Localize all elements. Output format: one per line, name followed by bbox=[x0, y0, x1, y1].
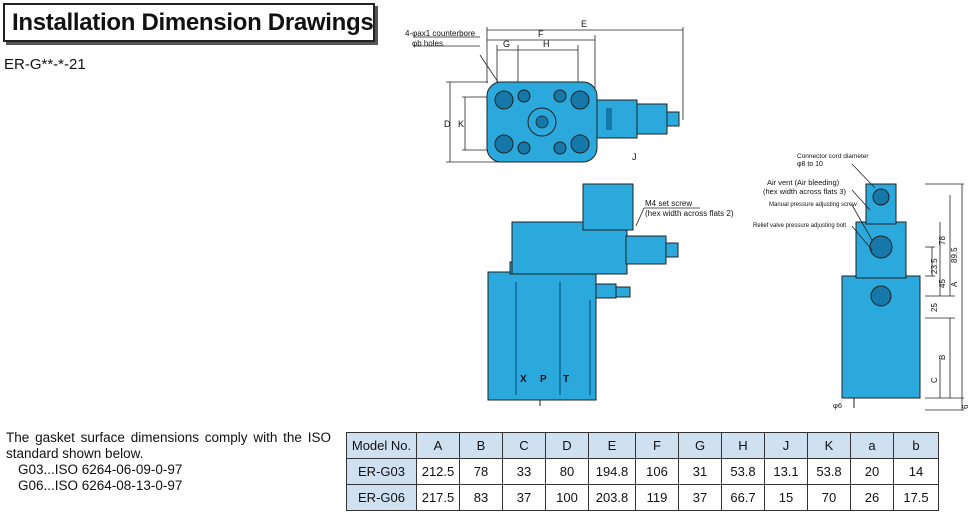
top-view bbox=[405, 19, 683, 162]
cell-model: ER-G06 bbox=[347, 485, 417, 511]
port-t-label: T bbox=[563, 374, 570, 385]
cell-h: 66.7 bbox=[722, 485, 765, 511]
port-x-label: X bbox=[520, 374, 527, 385]
header-e: E bbox=[589, 433, 636, 459]
cell-b-lower: 17.5 bbox=[894, 485, 939, 511]
header-c: C bbox=[503, 433, 546, 459]
hex-width-2-label: (hex width across flats 2) bbox=[645, 209, 734, 218]
cell-c: 33 bbox=[503, 459, 546, 485]
cell-d: 100 bbox=[546, 485, 589, 511]
front-view bbox=[488, 184, 734, 406]
standard-g06: G06...ISO 6264-08-13-0-97 bbox=[18, 478, 183, 493]
set-screw-label: M4 set screw bbox=[645, 199, 693, 208]
relief-bolt-label: Relief valve pressure adjusting bolt bbox=[753, 223, 847, 229]
cell-a-lower: 20 bbox=[851, 459, 894, 485]
cell-g: 31 bbox=[679, 459, 722, 485]
cell-a-lower: 26 bbox=[851, 485, 894, 511]
dim-25: 25 bbox=[930, 303, 939, 312]
header-b: B bbox=[460, 433, 503, 459]
dim-g-label: G bbox=[503, 39, 511, 49]
dimension-table bbox=[346, 432, 939, 511]
header-b-lower: b bbox=[894, 433, 939, 459]
dim-c: C bbox=[930, 377, 939, 383]
dim-e-label: E bbox=[581, 19, 588, 29]
header-model: Model No. bbox=[347, 433, 417, 459]
header-a: A bbox=[417, 433, 460, 459]
table-row bbox=[347, 485, 939, 511]
header-j: J bbox=[765, 433, 808, 459]
cell-f: 119 bbox=[636, 485, 679, 511]
counterbore-label: 4-φax1 counterbore bbox=[405, 29, 476, 38]
dim-phi6: φ6 bbox=[833, 401, 843, 410]
gasket-note bbox=[6, 430, 331, 494]
manual-screw-label: Manual pressure adjusting screw bbox=[769, 202, 857, 208]
cell-a: 217.5 bbox=[417, 485, 460, 511]
cell-k: 53.8 bbox=[808, 459, 851, 485]
cell-h: 53.8 bbox=[722, 459, 765, 485]
dim-23-5: 23.5 bbox=[930, 258, 939, 274]
port-p-label: P bbox=[540, 374, 547, 385]
dim-d-label: D bbox=[444, 119, 451, 129]
gasket-note-text: The gasket surface dimensions comply with the ISO standard shown below. bbox=[6, 430, 331, 461]
cell-b: 83 bbox=[460, 485, 503, 511]
header-f: F bbox=[636, 433, 679, 459]
dim-b: B bbox=[938, 354, 947, 360]
table-header-row bbox=[347, 433, 939, 459]
cell-e: 203.8 bbox=[589, 485, 636, 511]
cell-b: 78 bbox=[460, 459, 503, 485]
dim-h-label: H bbox=[543, 39, 550, 49]
dim-j-label: J bbox=[632, 152, 637, 162]
header-k: K bbox=[808, 433, 851, 459]
dim-f-label: F bbox=[538, 29, 544, 39]
cell-c: 37 bbox=[503, 485, 546, 511]
standard-g03: G03...ISO 6264-06-09-0-97 bbox=[18, 462, 183, 477]
header-h: H bbox=[722, 433, 765, 459]
cord-range-label: φ8 to 10 bbox=[797, 161, 823, 168]
page-title: Installation Dimension Drawings bbox=[12, 9, 374, 36]
dim-78: 78 bbox=[938, 236, 947, 245]
holes-label: φb holes bbox=[412, 39, 443, 48]
header-a-lower: a bbox=[851, 433, 894, 459]
side-view bbox=[753, 153, 970, 410]
model-code: ER-G**-*-21 bbox=[4, 56, 86, 73]
table-row bbox=[347, 459, 939, 485]
cell-f: 106 bbox=[636, 459, 679, 485]
cell-b-lower: 14 bbox=[894, 459, 939, 485]
header-d: D bbox=[546, 433, 589, 459]
dim-89-5: 89.5 bbox=[950, 247, 959, 263]
hex-width-3-label: (hex width across flats 3) bbox=[763, 187, 846, 196]
cell-k: 70 bbox=[808, 485, 851, 511]
air-vent-label: Air vent (Air bleeding) bbox=[767, 178, 840, 187]
dim-45: 45 bbox=[938, 279, 947, 288]
header-g: G bbox=[679, 433, 722, 459]
cell-a: 212.5 bbox=[417, 459, 460, 485]
dim-6: 6 bbox=[961, 404, 970, 409]
connector-cord-label: Connector cord diameter bbox=[797, 153, 869, 160]
cell-d: 80 bbox=[546, 459, 589, 485]
cell-model: ER-G03 bbox=[347, 459, 417, 485]
cell-g: 37 bbox=[679, 485, 722, 511]
cell-j: 15 bbox=[765, 485, 808, 511]
cell-e: 194.8 bbox=[589, 459, 636, 485]
dim-k-label: K bbox=[458, 119, 465, 129]
dim-a: A bbox=[950, 281, 959, 287]
cell-j: 13.1 bbox=[765, 459, 808, 485]
